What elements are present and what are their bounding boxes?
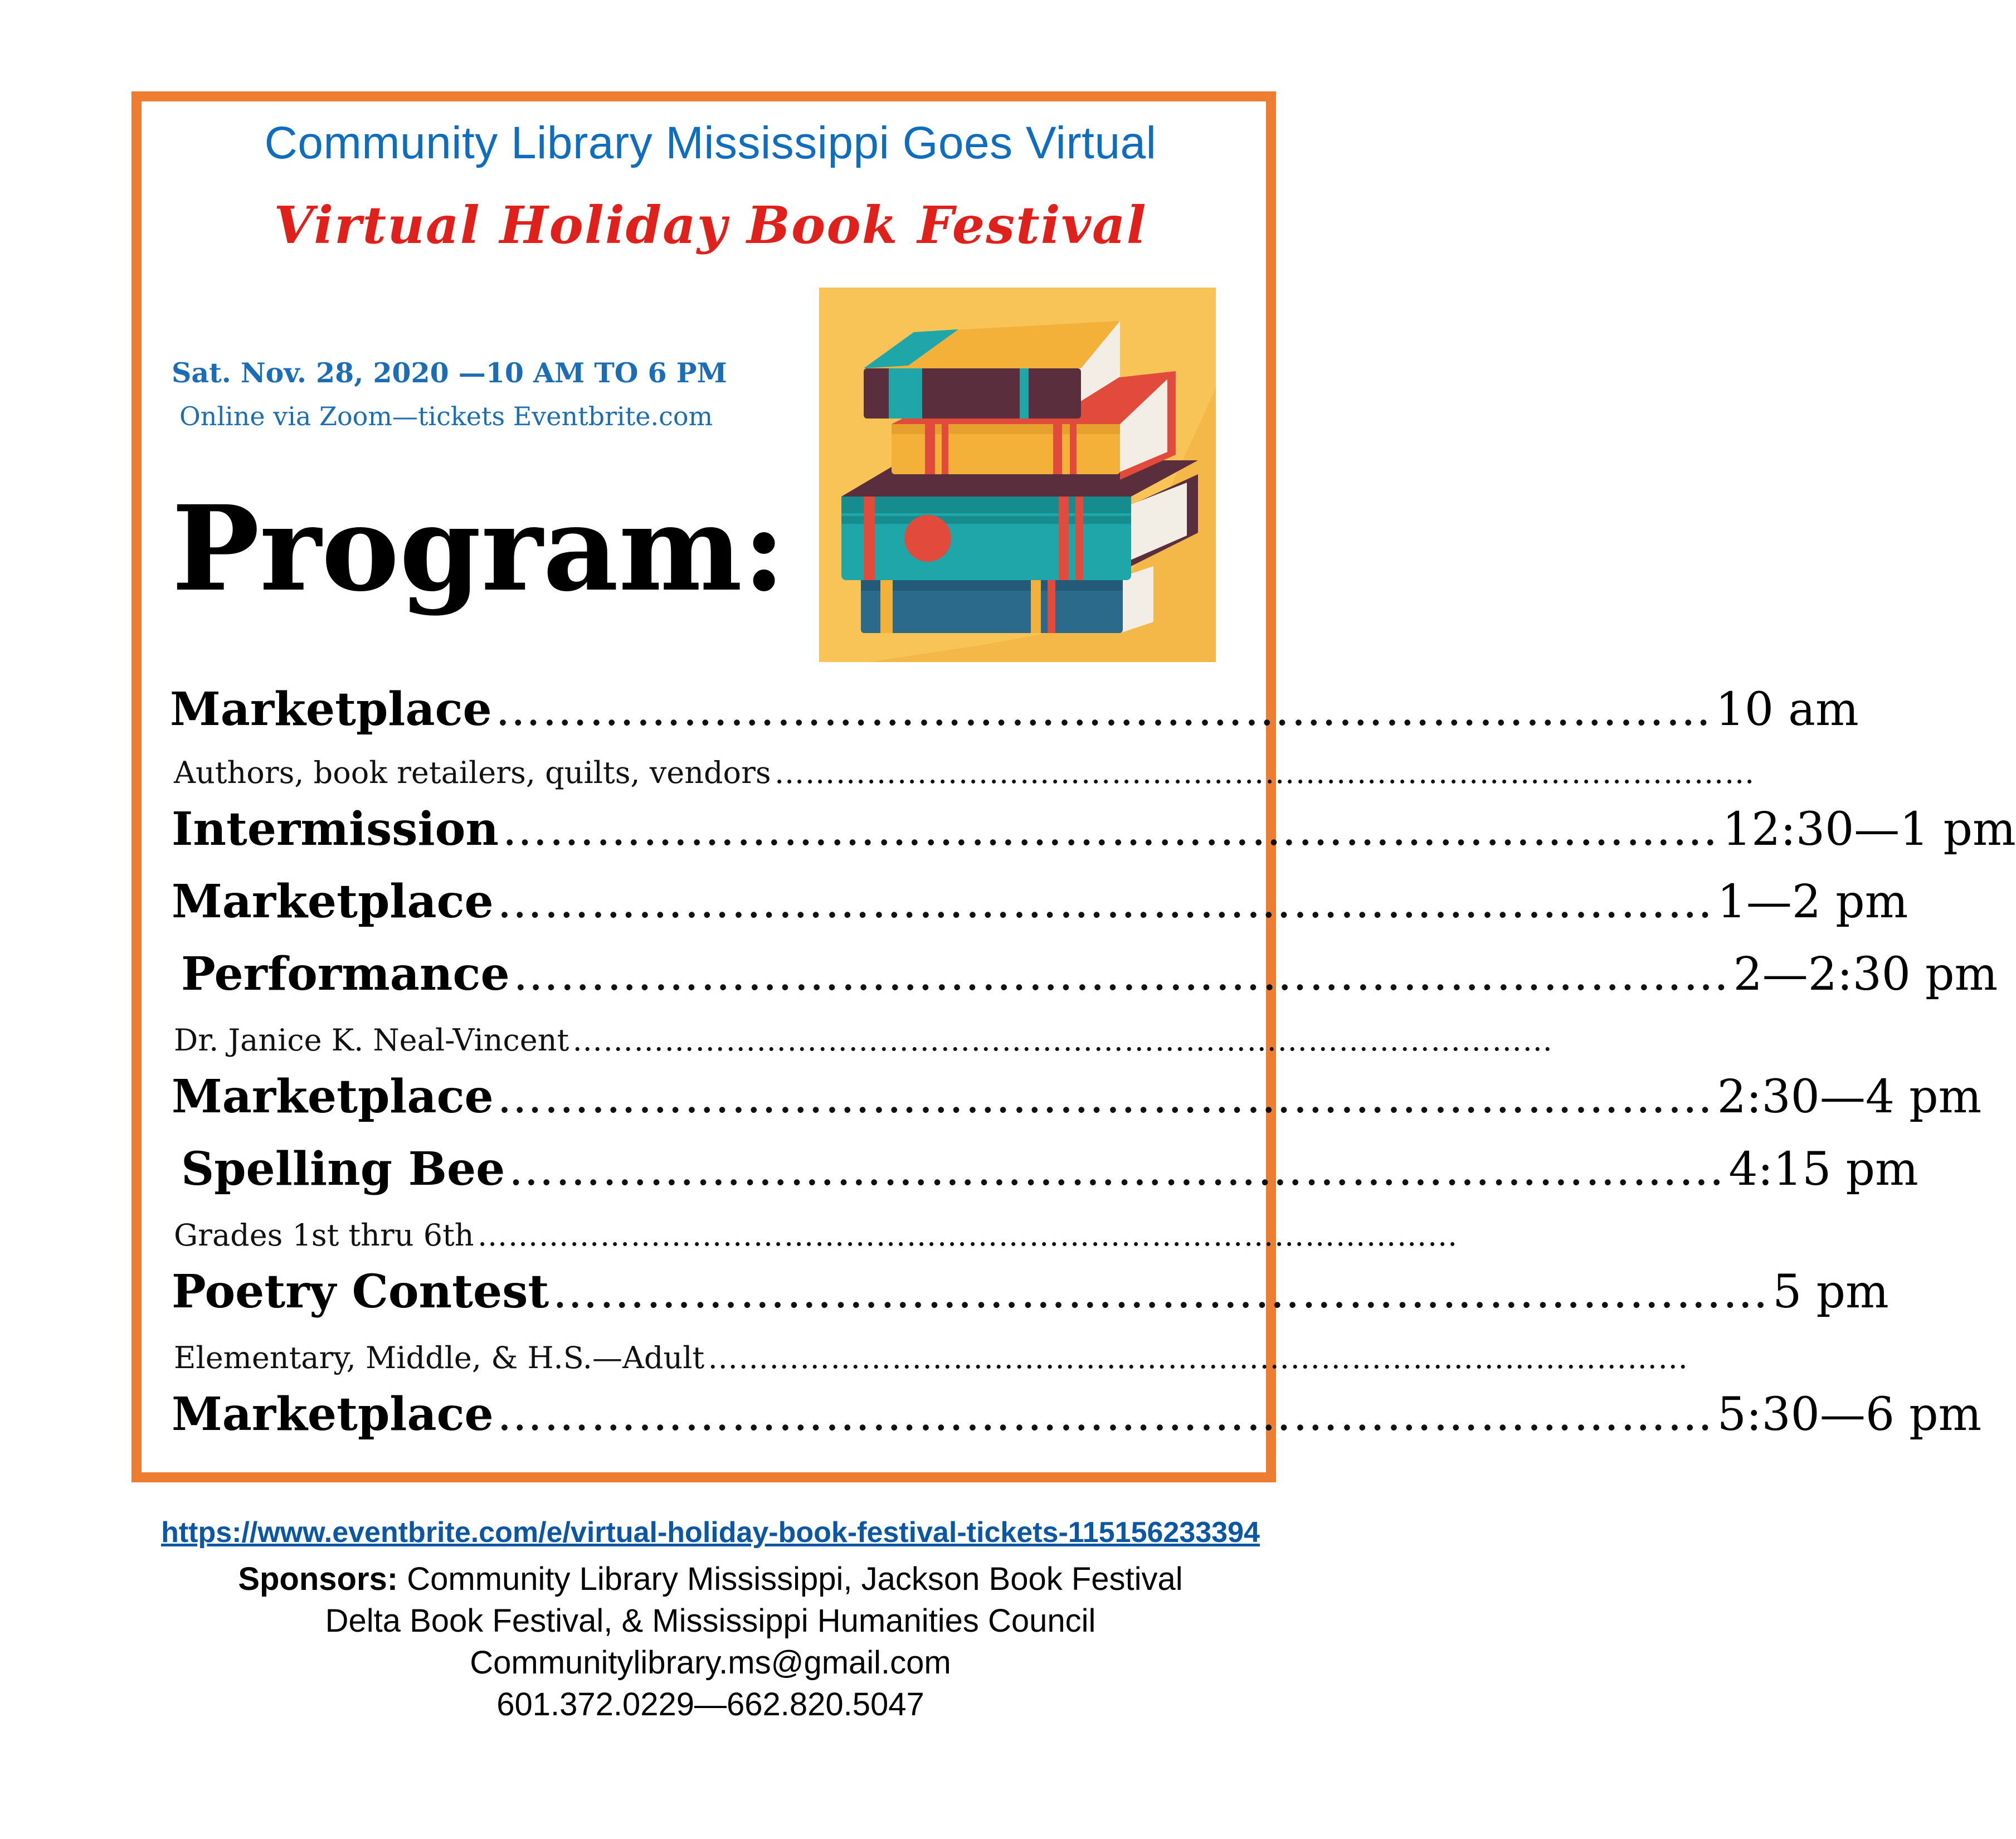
dot-leader: …………………………………………………………………… [501, 803, 1719, 856]
program-row-marketplace-note [174, 755, 1755, 790]
program-item-time: 4:15 pm [1728, 1143, 1918, 1196]
program-item-time: 5:30—6 pm [1717, 1388, 1982, 1441]
event-online-info: Online via Zoom—tickets Eventbrite.com [179, 401, 713, 431]
sponsors-list-1: Community Library Mississippi, Jackson Book Festival [398, 1561, 1183, 1597]
stack-of-books-icon [819, 288, 1216, 662]
program-item-label: Marketplace [172, 1070, 494, 1123]
program-row-poetry-contest [172, 1265, 1889, 1319]
org-title: Community Library Mississippi Goes Virtual [264, 118, 1157, 168]
program-item-note: Authors, book retailers, quilts, vendors [174, 755, 771, 790]
dot-leader: …………………………………………………………………… [496, 1071, 1714, 1123]
program-item-label: Poetry Contest [172, 1265, 549, 1319]
program-item-label: Intermission [172, 802, 499, 856]
program-row-marketplace-3 [172, 1070, 1982, 1123]
program-item-label: Marketplace [172, 1388, 494, 1441]
dot-leader: …………………………………………………………………… [508, 1143, 1726, 1196]
dot-leader: …………………………………………………………………………………… [477, 1218, 1458, 1253]
program-item-time: 10 am [1715, 683, 1859, 736]
program-item-time: 1—2 pm [1717, 875, 1908, 928]
program-item-label: Spelling Bee [181, 1142, 505, 1196]
dot-leader: …………………………………………………………………………………… [708, 1340, 1689, 1375]
program-item-note: Elementary, Middle, & H.S.—Adult [174, 1340, 705, 1375]
dot-leader: …………………………………………………………………… [513, 948, 1730, 1001]
program-row-performance [181, 947, 1998, 1001]
program-row-poetry-contest-note [174, 1340, 1689, 1375]
dot-leader: …………………………………………………………………………………… [774, 755, 1755, 790]
program-item-time: 2—2:30 pm [1733, 948, 1998, 1001]
program-row-marketplace-1 [170, 683, 1859, 736]
program-row-marketplace-2 [172, 875, 1908, 928]
contact-phones: 601.372.0229—662.820.5047 [496, 1686, 924, 1723]
program-item-note: Grades 1st thru 6th [174, 1218, 474, 1253]
dot-leader: …………………………………………………………………… [552, 1266, 1770, 1319]
program-row-performance-note [174, 1023, 1554, 1058]
program-row-spelling-bee-note [174, 1218, 1458, 1253]
dot-leader: …………………………………………………………………… [495, 683, 1712, 736]
sponsors-line-2: Delta Book Festival, & Mississippi Humanities Council [325, 1603, 1096, 1639]
program-item-label: Marketplace [172, 875, 494, 928]
dot-leader: …………………………………………………………………… [496, 875, 1714, 928]
event-date-time: Sat. Nov. 28, 2020 —10 AM TO 6 PM [172, 357, 727, 389]
program-item-time: 5 pm [1772, 1266, 1889, 1319]
sponsors-label: Sponsors: [238, 1561, 398, 1597]
program-item-note: Dr. Janice K. Neal-Vincent [174, 1023, 569, 1058]
program-item-time: 12:30—1 pm [1722, 803, 2016, 856]
sponsors-line-1 [0, 1560, 1421, 1598]
program-item-time: 2:30—4 pm [1717, 1071, 1982, 1123]
program-heading: Program: [172, 480, 786, 617]
program-row-spelling-bee [181, 1142, 1918, 1196]
festival-title: Virtual Holiday Book Festival [274, 195, 1147, 255]
dot-leader: …………………………………………………………………………………… [572, 1023, 1554, 1058]
dot-leader: …………………………………………………………………… [496, 1388, 1714, 1441]
contact-email[interactable]: Communitylibrary.ms@gmail.com [470, 1645, 951, 1681]
program-item-label: Marketplace [170, 683, 492, 736]
eventbrite-link[interactable]: https://www.eventbrite.com/e/virtual-holiday-book-festival-tickets-115156233394 [161, 1516, 1260, 1549]
program-item-label: Performance [181, 947, 510, 1001]
program-row-intermission [172, 802, 2016, 856]
program-row-marketplace-4 [172, 1388, 1982, 1441]
